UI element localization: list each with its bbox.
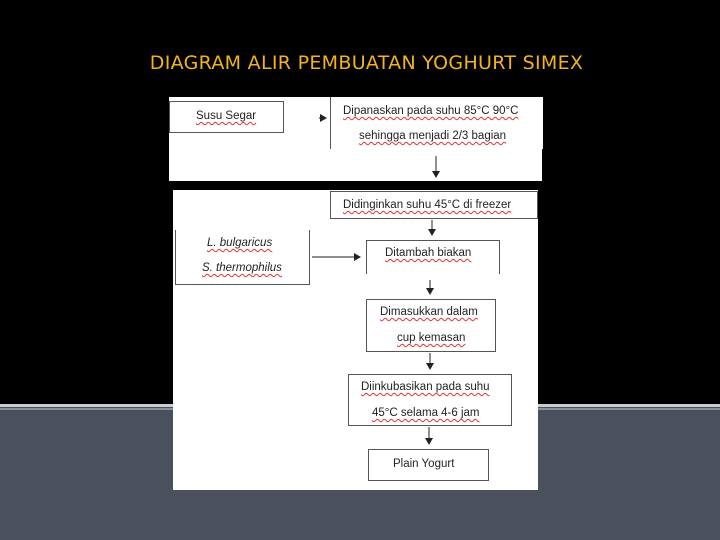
node-plain-yogurt-label: Plain Yogurt (393, 458, 455, 470)
node-diinkubasikan-line1: Diinkubasikan pada suhu (361, 381, 490, 393)
node-dimasukkan-line2: cup kemasan (397, 332, 466, 344)
node-bakteri-line1: L. bulgaricus (207, 237, 273, 249)
node-didinginkan-label: Didinginkan suhu 45°C di freezer (343, 199, 512, 211)
node-ditambah-biakan-label: Ditambah biakan (385, 247, 472, 259)
node-dipanaskan-line2: sehingga menjadi 2/3 bagian (359, 130, 507, 142)
slide-title: DIAGRAM ALIR PEMBUATAN YOGHURT SIMEX (149, 52, 584, 74)
node-dimasukkan-line1: Dimasukkan dalam (380, 306, 478, 318)
node-diinkubasikan-line2: 45°C selama 4-6 jam (372, 407, 480, 419)
node-dipanaskan-line1: Dipanaskan pada suhu 85°C 90°C (343, 105, 519, 117)
node-bakteri-line2: S. thermophilus (202, 262, 282, 274)
node-susu-segar-label: Susu Segar (196, 110, 257, 122)
